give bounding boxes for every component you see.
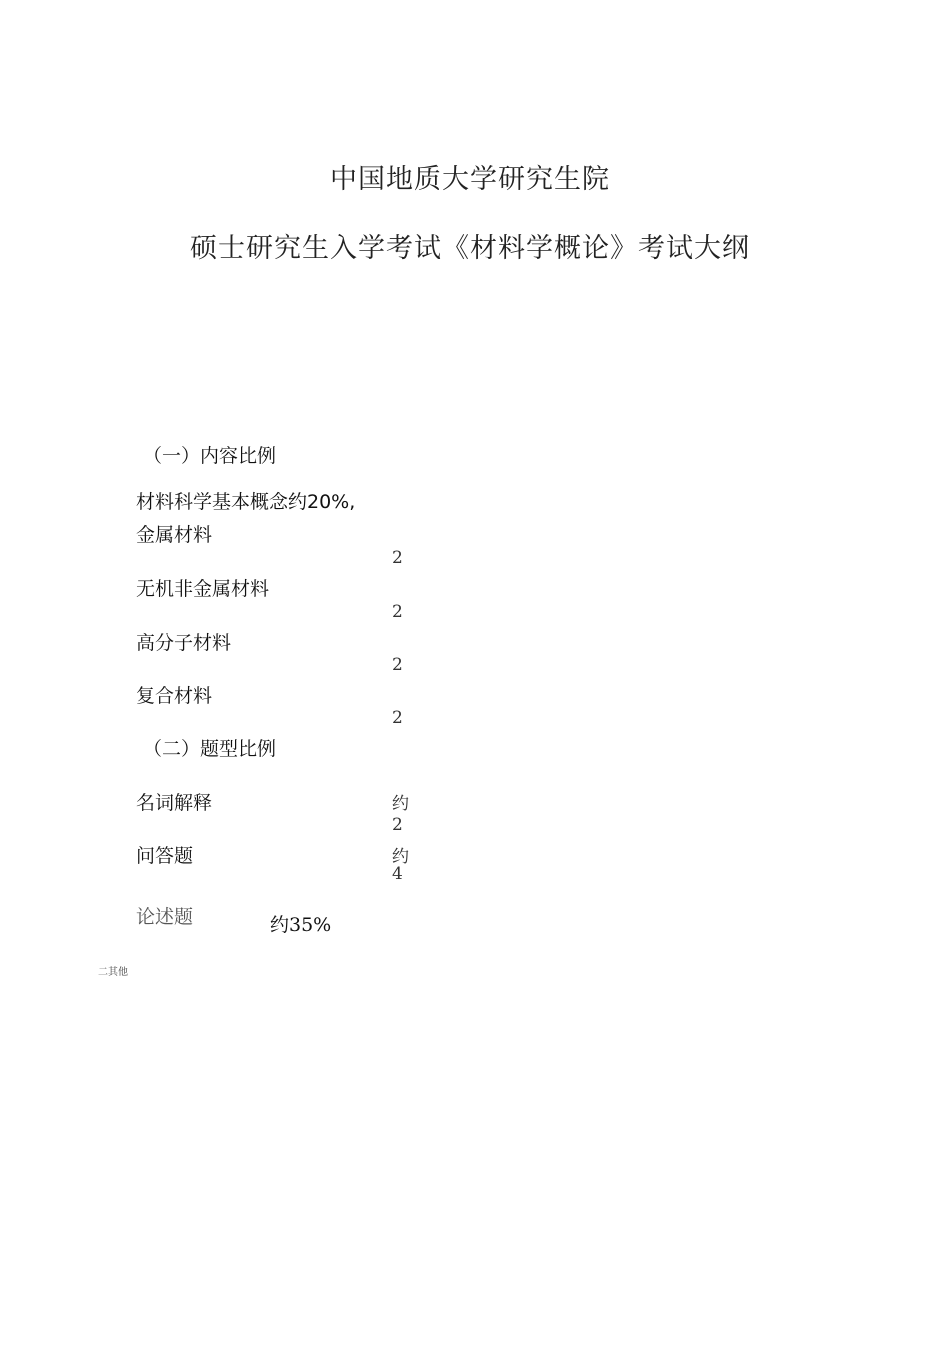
section-heading-content: （一）内容比例 [143,445,277,467]
document-title-line2: 硕士研究生入学考试《材料学概论》考试大纲 [190,233,750,264]
section-heading-question-types: （二）题型比例 [143,738,277,760]
item-inorganic-nonmetal-value: 2 [392,602,403,622]
item-polymer-materials-value: 2 [392,655,403,675]
item-short-answer-value-2: 4 [392,864,403,884]
item-polymer-materials: 高分子材料 [136,632,232,654]
item-composite-materials-value: 2 [392,708,403,728]
item-basic-concepts [136,487,355,514]
item-composite-materials: 复合材料 [136,685,213,707]
item-term-explanation: 名词解释 [136,792,213,814]
item-metal-materials: 金属材料 [136,524,213,546]
footer-other-note: 二其他 [98,967,128,978]
item-inorganic-nonmetal: 无机非金属材料 [136,578,270,600]
item-short-answer-value-1: 约 [392,847,409,867]
document-title-line1: 中国地质大学研究生院 [330,164,610,195]
item-essay: 论述题 [136,906,194,928]
item-short-answer: 问答题 [136,845,194,867]
item-basic-concepts-text: 材料科学基本概念约20%, [136,491,356,513]
item-metal-materials-value: 2 [392,548,403,568]
item-essay-value: 约35% [270,914,332,936]
item-term-explanation-value-2: 2 [392,815,403,835]
item-term-explanation-value-1: 约 [392,794,409,814]
